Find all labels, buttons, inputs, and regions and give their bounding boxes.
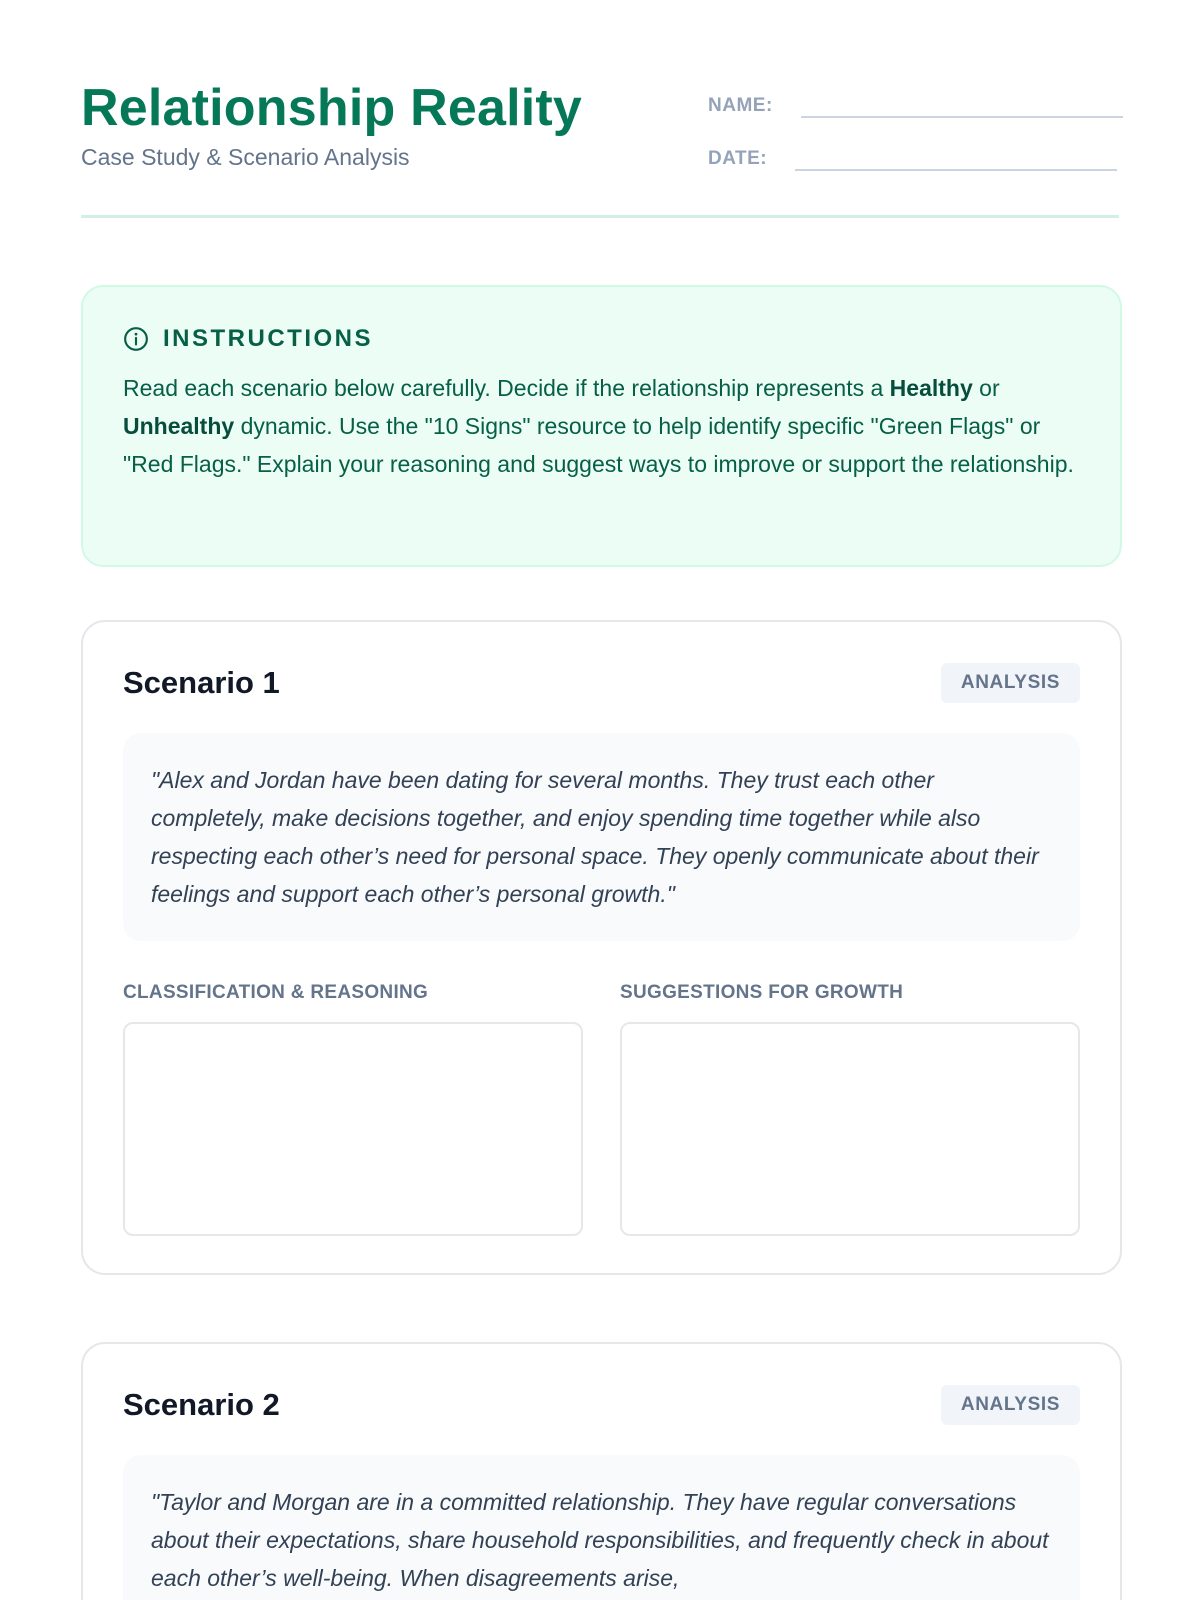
- unhealthy-keyword: Unhealthy: [123, 413, 235, 439]
- scenario-quote: "Alex and Jordan have been dating for several months. They trust each other completely, make decisions together, and enjoy spending time together while also respecting each other’s need for personal space. They openly communicate about their feelings and support each other’s personal growth.": [123, 733, 1080, 941]
- scenario-header: [123, 1384, 1080, 1426]
- instructions-text-part: dynamic. Use the "10 Signs" resource to help identify specific "Green Flags" or "Red Flags." Explain your reasoning and suggest ways to improve or support the relationship.: [123, 413, 1074, 477]
- suggestions-input[interactable]: [620, 1022, 1080, 1236]
- instructions-title: INSTRUCTIONS: [163, 325, 373, 352]
- date-field[interactable]: [795, 141, 1117, 171]
- instructions-header: [123, 325, 1080, 353]
- suggestions-label: SUGGESTIONS FOR GROWTH: [620, 982, 904, 1003]
- scenario-title: Scenario 1: [123, 665, 280, 700]
- name-label: NAME:: [708, 95, 773, 116]
- name-row: [708, 88, 1123, 118]
- page-subtitle: Case Study & Scenario Analysis: [81, 144, 410, 170]
- instructions-text-part: or: [972, 375, 1000, 401]
- scenario-quote: "Taylor and Morgan are in a committed relationship. They have regular conversations about their expectations, share household responsibilities, and frequently check in about each other’s well-being. When disagreements arise,: [123, 1455, 1080, 1600]
- date-label: DATE:: [708, 148, 768, 169]
- healthy-keyword: Healthy: [889, 375, 973, 401]
- instructions-text: [123, 369, 1080, 483]
- scenario-title: Scenario 2: [123, 1387, 280, 1422]
- analysis-badge: ANALYSIS: [941, 663, 1080, 703]
- instructions-text-part: Read each scenario below carefully. Decide if the relationship represents a: [123, 375, 890, 401]
- analysis-badge: ANALYSIS: [941, 1385, 1080, 1425]
- scenario-header: [123, 662, 1080, 704]
- instructions-box: [81, 285, 1122, 567]
- date-row: [708, 141, 1117, 171]
- classification-field: [123, 981, 583, 1236]
- info-icon: [123, 326, 149, 352]
- page-title: Relationship Reality: [81, 79, 582, 137]
- scenario-card: [81, 620, 1122, 1275]
- suggestions-field: [620, 981, 1080, 1236]
- response-fields: [123, 981, 1080, 1236]
- classification-label: CLASSIFICATION & REASONING: [123, 982, 429, 1003]
- worksheet-header: [81, 0, 1119, 218]
- name-field[interactable]: [801, 88, 1123, 118]
- scenario-card: [81, 1342, 1122, 1600]
- classification-input[interactable]: [123, 1022, 583, 1236]
